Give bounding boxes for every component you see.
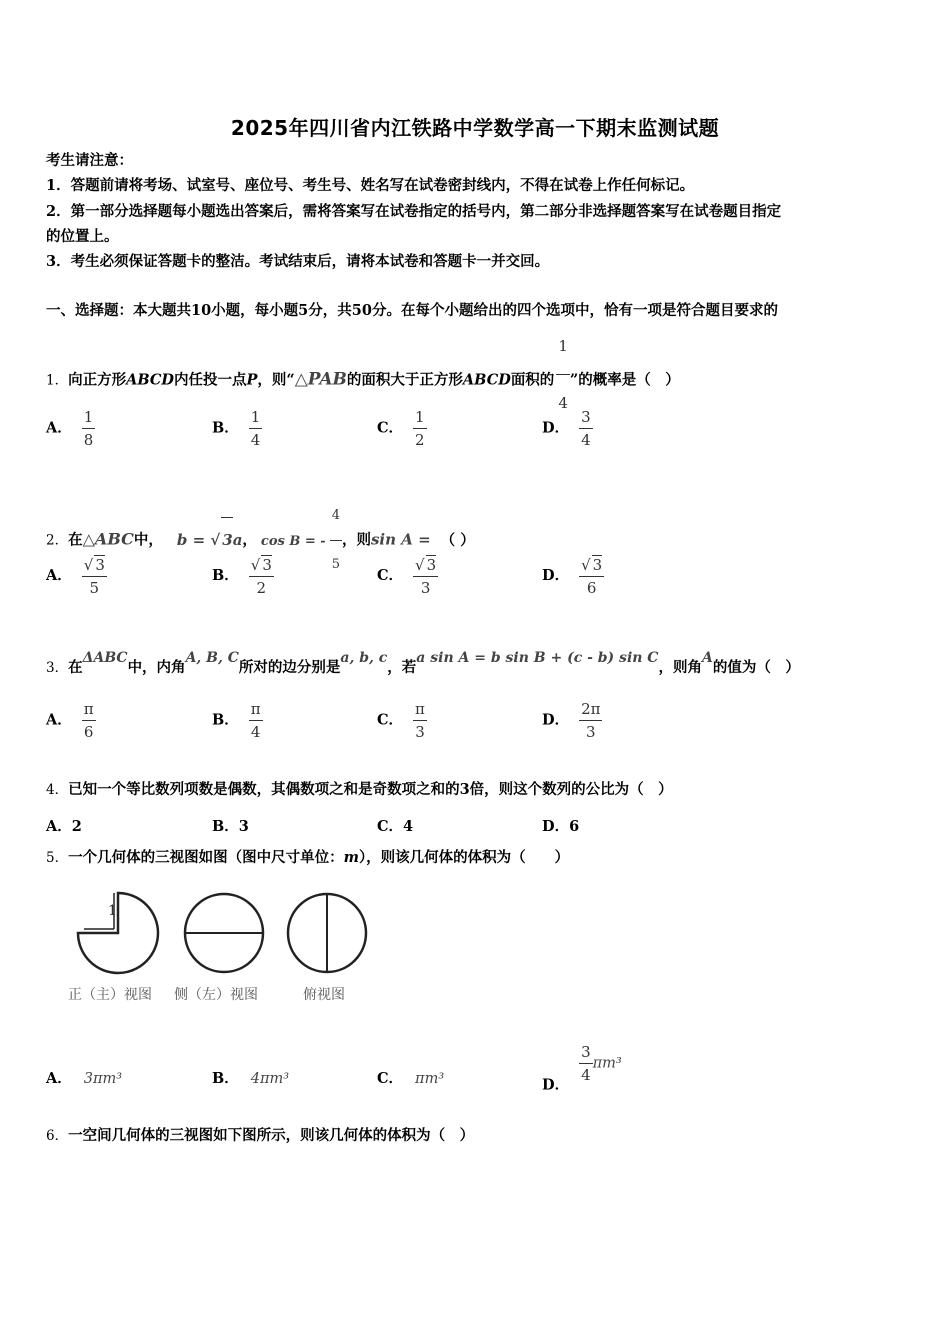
notice-item-1: 1．答题前请将考场、试室号、座位号、考生号、姓名写在试卷密封线内，不得在试卷上作任何标记。 xyxy=(46,177,695,194)
option-fraction xyxy=(413,700,427,741)
option-fraction xyxy=(579,1043,593,1084)
three-view-figure xyxy=(70,885,370,980)
frac-num: 1 xyxy=(249,408,263,429)
side-view-label: 侧（左）视图 xyxy=(174,987,258,1003)
q6-number: 6． xyxy=(46,1128,69,1144)
option-label: C． xyxy=(377,818,404,835)
q3-triangle: ΔABC xyxy=(82,650,128,666)
q2-b: b = xyxy=(176,530,211,549)
q5-unit: m xyxy=(343,849,359,866)
q1-point-p: P xyxy=(246,371,258,389)
option-value: 4πm³ xyxy=(250,1071,290,1087)
q4-option-c[interactable] xyxy=(377,815,413,836)
q5-option-a[interactable] xyxy=(46,1067,122,1088)
q2-cos: cos B = - xyxy=(260,533,326,549)
frac-num: 4 xyxy=(330,494,342,541)
sqrt-radicand: 3 xyxy=(95,556,105,574)
option-label: C． xyxy=(377,419,404,437)
q5-option-b[interactable] xyxy=(212,1067,289,1088)
option-value: 2 xyxy=(71,818,82,835)
option-label: C． xyxy=(377,1070,404,1087)
q2-number: 2． xyxy=(46,532,69,549)
question-5 xyxy=(46,848,569,868)
frac-num: √ 3 xyxy=(82,555,107,577)
option-fraction xyxy=(579,408,593,449)
section-heading: 一、选择题：本大题共10小题，每小题5分，共50分。在每个小题给出的四个选项中，恰有一项是符合题目要求的 xyxy=(46,302,778,319)
q2-triangle: △ABC xyxy=(82,529,134,549)
q2-sqrt: 3 xyxy=(221,517,232,562)
q2-option-a[interactable] xyxy=(46,555,107,597)
q1-text: ”的概率是（ ） xyxy=(569,371,680,389)
q1-option-a[interactable] xyxy=(46,408,95,449)
frac-num: √ 3 xyxy=(579,555,604,577)
front-view-label: 正（主）视图 xyxy=(68,987,152,1003)
option-value: 4 xyxy=(403,818,414,835)
option-fraction xyxy=(249,408,263,449)
q4-option-a[interactable] xyxy=(46,815,82,836)
q3-text: 的值为（ ） xyxy=(712,659,800,676)
sqrt-radicand: 3 xyxy=(592,556,603,574)
frac-den: 3 xyxy=(415,723,425,741)
q5-text: 一个几何体的三视图如图（图中尺寸单位： xyxy=(68,849,344,866)
q2-text: 中， xyxy=(133,531,163,549)
q1-text: 向正方形 xyxy=(68,371,127,389)
frac-den: 2 xyxy=(256,579,267,597)
option-value: 3 xyxy=(238,818,249,835)
q5-option-c[interactable] xyxy=(377,1067,444,1088)
q3-text: 中，内角 xyxy=(127,659,186,676)
frac-num: √ 3 xyxy=(413,555,438,577)
option-label: D． xyxy=(542,567,570,584)
option-label: A． xyxy=(46,1070,72,1087)
option-value: 3πm³ xyxy=(83,1071,123,1087)
q3-option-d[interactable] xyxy=(542,700,602,741)
q1-option-d[interactable] xyxy=(542,408,593,449)
option-label: D． xyxy=(542,419,570,437)
notice-item-3: 3．考生必须保证答题卡的整洁。考试结束后，请将本试卷和答题卡一并交回。 xyxy=(46,253,550,270)
q3-option-c[interactable] xyxy=(377,700,427,741)
q4-option-b[interactable] xyxy=(212,815,249,836)
q2-b-eq: b = √ 3a xyxy=(177,531,243,549)
q2-sin: sin A = xyxy=(370,530,431,549)
option-fraction xyxy=(82,555,107,597)
option-label: A． xyxy=(46,419,72,437)
q2-text: （ ） xyxy=(440,531,475,549)
option-fraction xyxy=(249,555,274,597)
option-label: B． xyxy=(212,1070,239,1087)
option-label: A． xyxy=(46,818,72,835)
q3-option-a[interactable] xyxy=(46,700,96,741)
frac-num: 3 xyxy=(579,1043,593,1064)
q5-option-d[interactable] xyxy=(542,1043,622,1095)
q1-triangle: △PAB xyxy=(294,369,347,390)
q2-option-c[interactable] xyxy=(377,555,438,597)
option-fraction xyxy=(579,700,602,741)
q1-text: 内任投一点 xyxy=(173,371,247,389)
frac-den: 5 xyxy=(89,579,100,597)
q3-sides: a, b, c xyxy=(340,650,388,666)
front-view-dim-label: 1 xyxy=(108,903,117,919)
option-fraction xyxy=(82,408,96,449)
top-view-label: 俯视图 xyxy=(303,987,345,1003)
frac-den: 2 xyxy=(415,431,425,449)
frac-den: 8 xyxy=(83,431,94,449)
frac-num: 1 xyxy=(82,408,96,429)
front-view-shape xyxy=(78,893,158,973)
q1-option-c[interactable] xyxy=(377,408,427,449)
frac-den: 6 xyxy=(83,723,94,741)
frac-den: 4 xyxy=(558,394,568,412)
option-value: 6 xyxy=(569,818,580,835)
option-label: C． xyxy=(377,567,404,584)
frac-num: 3 xyxy=(579,408,593,429)
option-label: B． xyxy=(212,711,239,729)
q1-text: 面积的 xyxy=(510,371,555,389)
option-label: B． xyxy=(212,419,239,437)
frac-den: 4 xyxy=(581,431,591,449)
q2-text: 在 xyxy=(68,531,83,549)
option-label: B． xyxy=(212,567,239,584)
option-fraction xyxy=(413,555,438,597)
option-fraction xyxy=(82,700,96,741)
question-3 xyxy=(46,636,800,690)
option-fraction xyxy=(579,555,604,597)
q3-number: 3． xyxy=(46,660,69,676)
sqrt-radicand: 3 xyxy=(426,556,437,574)
q2-text: ， xyxy=(242,531,257,549)
q2-cos-fraction xyxy=(330,494,342,587)
option-value: πm³ xyxy=(592,1055,622,1072)
q3-text: 在 xyxy=(68,659,83,676)
q2-a: a xyxy=(232,530,243,549)
frac-den: 5 xyxy=(331,557,340,572)
option-label: C． xyxy=(377,711,404,729)
q6-text: 一空间几何体的三视图如下图所示，则该几何体的体积为（ ） xyxy=(68,1127,475,1144)
q4-number: 4． xyxy=(46,782,69,798)
q1-number: 1． xyxy=(46,372,69,389)
frac-num: π xyxy=(82,700,96,721)
question-6 xyxy=(46,1126,474,1146)
q1-abcd: ABCD xyxy=(126,371,174,389)
q5-number: 5． xyxy=(46,850,69,866)
q4-text: 已知一个等比数列项数是偶数，其偶数项之和是奇数项之和的3倍，则这个数列的公比为（ ） xyxy=(68,781,673,798)
q3-text: ，则角 xyxy=(658,659,702,676)
q4-option-d[interactable] xyxy=(542,815,579,836)
frac-num: 1 xyxy=(556,320,570,375)
option-fraction xyxy=(413,408,427,449)
q1-option-b[interactable] xyxy=(212,408,262,449)
q3-text: 所对的边分别是 xyxy=(238,659,341,676)
frac-num: π xyxy=(413,700,427,721)
q1-text: 的面积大于正方形 xyxy=(346,371,463,389)
q2-option-b[interactable] xyxy=(212,555,274,597)
q1-text: ，则“ xyxy=(257,371,295,389)
frac-num: 2π xyxy=(579,700,602,721)
frac-den: 4 xyxy=(250,431,261,449)
frac-den: 3 xyxy=(420,579,431,597)
q1-abcd: ABCD xyxy=(462,371,511,389)
notice-item-2: 2．第一部分选择题每小题选出答案后，需将答案写在试卷指定的括号内，第二部分非选择题答案写在试卷题目指定 xyxy=(46,203,782,220)
q3-angles: A, B, C xyxy=(185,650,239,666)
notice-item-2-cont: 的位置上。 xyxy=(46,228,119,245)
q2-text: ，则 xyxy=(341,531,371,549)
option-value: πm³ xyxy=(415,1071,445,1087)
option-label: D． xyxy=(542,711,570,729)
option-label: D． xyxy=(542,818,570,835)
frac-num: π xyxy=(249,700,263,721)
frac-den: 3 xyxy=(586,723,596,741)
page-title: 2025年四川省内江铁路中学数学高一下期末监测试题 xyxy=(230,116,720,140)
frac-num: √ 3 xyxy=(249,555,274,577)
q3-text: ，若 xyxy=(387,659,417,676)
option-label: A． xyxy=(46,711,72,729)
frac-den: 6 xyxy=(586,579,597,597)
option-label: B． xyxy=(212,818,239,835)
frac-num: 1 xyxy=(413,408,427,429)
sqrt-radicand: 3 xyxy=(262,556,272,574)
q3-angle-a: A xyxy=(701,650,713,666)
notice-heading: 考生请注意： xyxy=(46,152,133,169)
q2-option-d[interactable] xyxy=(542,555,604,597)
option-label: A． xyxy=(46,567,72,584)
q3-equation: a sin A = b sin B + (c - b) sin C xyxy=(416,650,659,666)
frac-den: 4 xyxy=(250,723,261,741)
option-label: D． xyxy=(542,1076,570,1094)
question-4 xyxy=(46,780,673,800)
q5-text: ），则该几何体的体积为（ ） xyxy=(358,849,570,866)
frac-den: 4 xyxy=(581,1066,591,1084)
q3-option-b[interactable] xyxy=(212,700,263,741)
option-fraction xyxy=(249,700,263,741)
